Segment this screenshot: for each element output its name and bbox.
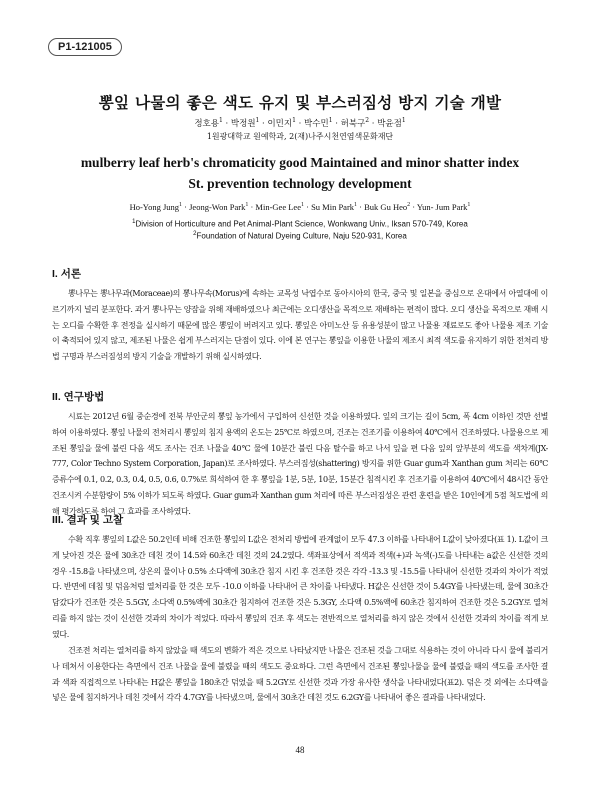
korean-authors: 정호용$^1$ · 박정원$^1$ · 이민지$^1$ · 박수민$^1$ · 허북구$^2$ · 박윤점$^1$: [194, 117, 406, 129]
results-paragraph-1: 수확 직후 뽕잎의 L값은 50.2인데 비해 건조한 뽕잎의 L값은 전처리 방법에 관계없이 모두 47.3 이하를 나타내어 L값이 낮아졌다(표 1). L값이 크게 낮아진 것은 물에 30초간 데친 것이 14.5와 60초간 데친 것의 24.2였다. 색좌표상에서 적색과 적색(+)과 녹색(-)도를 나타내는 a값은 신선한 것의 경우 -15.8을 나타냈으며, 상온의 물이나 0.5% 소다액에 30초간 침지 시킨 후 건조한 것은 각각 -13.3 및 -15.5를 나타내어 신선한 것과의 차이가 적었다. 반면에 데침 및 덖음처럼 열처리를 한 것은 모두 -10.0 이하를 나타내어 큰 차이를 나타냈다. H값은 신선한 것이 5.4GY를 나타냈는데, 물에 30초간 담갔다가 건조한 것은 5.5GY, 소다액 0.5%액에 30초간 침지하여 건조한 것은 5.3GY, 소다액 0.5%액에 60초간 침지하여 건조한 것은 5.2GY로 열처리를 하지 않는 것이 신선한 것과의 차이가 적었다. 따라서 뽕잎의 건조 후 색도는 전반적으로 열처리를 하지 않은 것에서 신선한 것과의 차이를 적게 보였다.: [52, 535, 548, 639]
author-affil-mark: 2: [365, 117, 370, 125]
author: Jeong-Won Park: [189, 202, 246, 212]
page-number: 48: [295, 745, 305, 755]
author: Yun- Jum Park: [416, 202, 468, 212]
author-affil-mark: 1: [467, 202, 471, 209]
korean-affiliation: 1원광대학교 원예학과, 2(재)나주시천연염색문화재단: [206, 132, 394, 141]
english-title: mulberry leaf herb's chromaticity good Maintained and minor shatter index St. prevention technology development: [80, 155, 520, 191]
english-authors: Ho-Yong Jung$^1$ · Jeong-Won Park$^1$ · Min-Gee Lee$^1$ · Su Min Park$^1$ · Buk Gu Heo$^2$ · Yun- Jum Park$^1$: [129, 202, 471, 212]
author-affil-mark: 1: [255, 117, 260, 125]
author-affil-mark: 1: [245, 202, 249, 209]
section-heading-methods: II. 연구방법: [52, 391, 105, 403]
author-affil-mark: 2: [407, 202, 411, 209]
author: 박정원: [230, 119, 256, 129]
author-affil-mark: 1: [300, 202, 304, 209]
author: 정호용: [194, 119, 219, 129]
section-heading-intro: I. 서론: [52, 268, 82, 280]
author-affil-mark: 1: [292, 117, 296, 125]
author: Buk Gu Heo: [364, 202, 408, 212]
affil-mark: 1: [132, 219, 136, 225]
author-affil-mark: 1: [354, 202, 358, 209]
results-paragraph-2: 건조전 처리는 열처리를 하지 않았을 때 색도의 변화가 적은 것으로 나타났지만 나물은 건조된 것을 그대로 식용하는 것이 아니라 다시 물에 불리거나 데쳐서 이용한다는 측면에서 건조 나물을 물에 불렸을 때의 색도도 중요하다. 그런 측면에서 건조된 뽕잎나물을 물에 불렸을 때의 색도를 조사한 결과 색좌 직접적으로 나타내는 H값은 뽕잎을 180초간 덖었을 때 5.2GY로 신선한 것과 가장 유사한 생삭을 나타내었다(표2). 덖은 것 외에는 소다액을 넣은 물에 침지하거나 데친 것에서 각각 4.7GY를 나타냈으며, 물에서 30초간 데친 것도 6.2GY를 나타내어 좋은 결과를 나타내었다.: [52, 646, 548, 703]
paper-id-badge: P1-121005: [48, 38, 122, 56]
author-affil-mark: 1: [401, 117, 406, 125]
author-affil-mark: 1: [328, 117, 333, 125]
section-heading-results: III. 결과 및 고찰: [52, 514, 124, 526]
author: 박수민: [304, 119, 329, 129]
intro-paragraph: 뽕나무는 뽕나무과(Moraceae)의 뽕나무속(Morus)에 속하는 교목성 낙엽수로 동아시아의 한국, 중국 및 일본을 중심으로 온대에서 아열대에 이르기까지 널리 분포한다. 과거 뽕나무는 양잠을 위해 재배하였으나 최근에는 오디생산을 목적으로 재배하는 편적이 많다. 오디 생산을 목적으로 재배 시는 오디를 수확한 후 전정을 실시하기 때문에 많은 뽕잎이 버려지고 있다. 뽕잎은 아미노산 등 유용성분이 많고 나물용 재료로도 좋아 나물용 제조 기술이 축적되어 있지 않고, 제조된 나물은 쉽게 부스러지는 단점이 있다. 이에 본 연구는 뽕잎을 이용한 나물의 제조시 최적 색도를 유지하기 위한 전처리 방법 구명과 부스러짐성의 방지 기술을 개발하기 위해 실시하였다.: [52, 289, 548, 362]
author: Su Min Park: [311, 202, 355, 212]
methods-paragraph: 시료는 2012년 6월 중순경에 전북 부안군의 뽕잎 농가에서 구입하여 신선한 것을 이용하였다. 잎의 크기는 길이 5cm, 폭 4cm 이하인 것만 선별하여 이용하였다. 뽕잎 나물의 전처리시 뽕잎의 침지 용액의 온도는 25℃로 하였으며, 건조는 건조기를 이용하여 40℃에서 건조하였다. 나물용으로 제조된 뽕잎을 물에 불린 다음 색도 조사는 건조 나물을 40℃ 물에 10분간 불린 다음 탈수를 하고 나서 잎을 편 다음 잎의 앞부분의 색도를 색차계(JX-777, Color Techno System Corporation, Japan)로 조사하였다. 부스러짐성(shattering) 방지를 위한 Guar gum과 Xanthan gum 처리는 60℃증류수에 0.1, 0.2, 0.3, 0.4, 0.5, 0.6, 0.7%로 희석하여 한 후 뽕잎을 1분, 5분, 10분, 15분간 침적시킨 후 건조기를 이용하여 40℃에서 48시간 동안 건조시켜 수분함량이 5% 이하가 되도록 하였다. Guar gum과 Xanthan gum 처리에 따른 부스러짐성은 관련 훈련을 받은 10인에게 5점 척도법에 의해 평가하도록 하여 그 효과를 조사하였다.: [52, 412, 548, 516]
korean-title: 뽕잎 나물의 좋은 색도 유지 및 부스러짐성 방지 기술 개발: [98, 93, 502, 112]
author: 박윤점: [377, 119, 402, 129]
author-affil-mark: 1: [179, 202, 183, 209]
english-affiliation-1: [0, 219, 600, 229]
author: Min-Gee Lee: [255, 202, 301, 212]
affil-text: Division of Horticulture and Pet Animal-Plant Science, Wonkwang Univ., Iksan 570-749, Korea: [135, 219, 468, 229]
author: 허북구: [340, 119, 366, 129]
author: Ho-Yong Jung: [129, 202, 180, 212]
english-affiliation-2: [0, 231, 600, 241]
affil-text: Foundation of Natural Dyeing Culture, Naju 520-931, Korea: [196, 231, 407, 241]
author-affil-mark: 1: [218, 117, 223, 125]
author: 이민지: [267, 119, 293, 129]
affil-mark: 2: [193, 231, 197, 237]
